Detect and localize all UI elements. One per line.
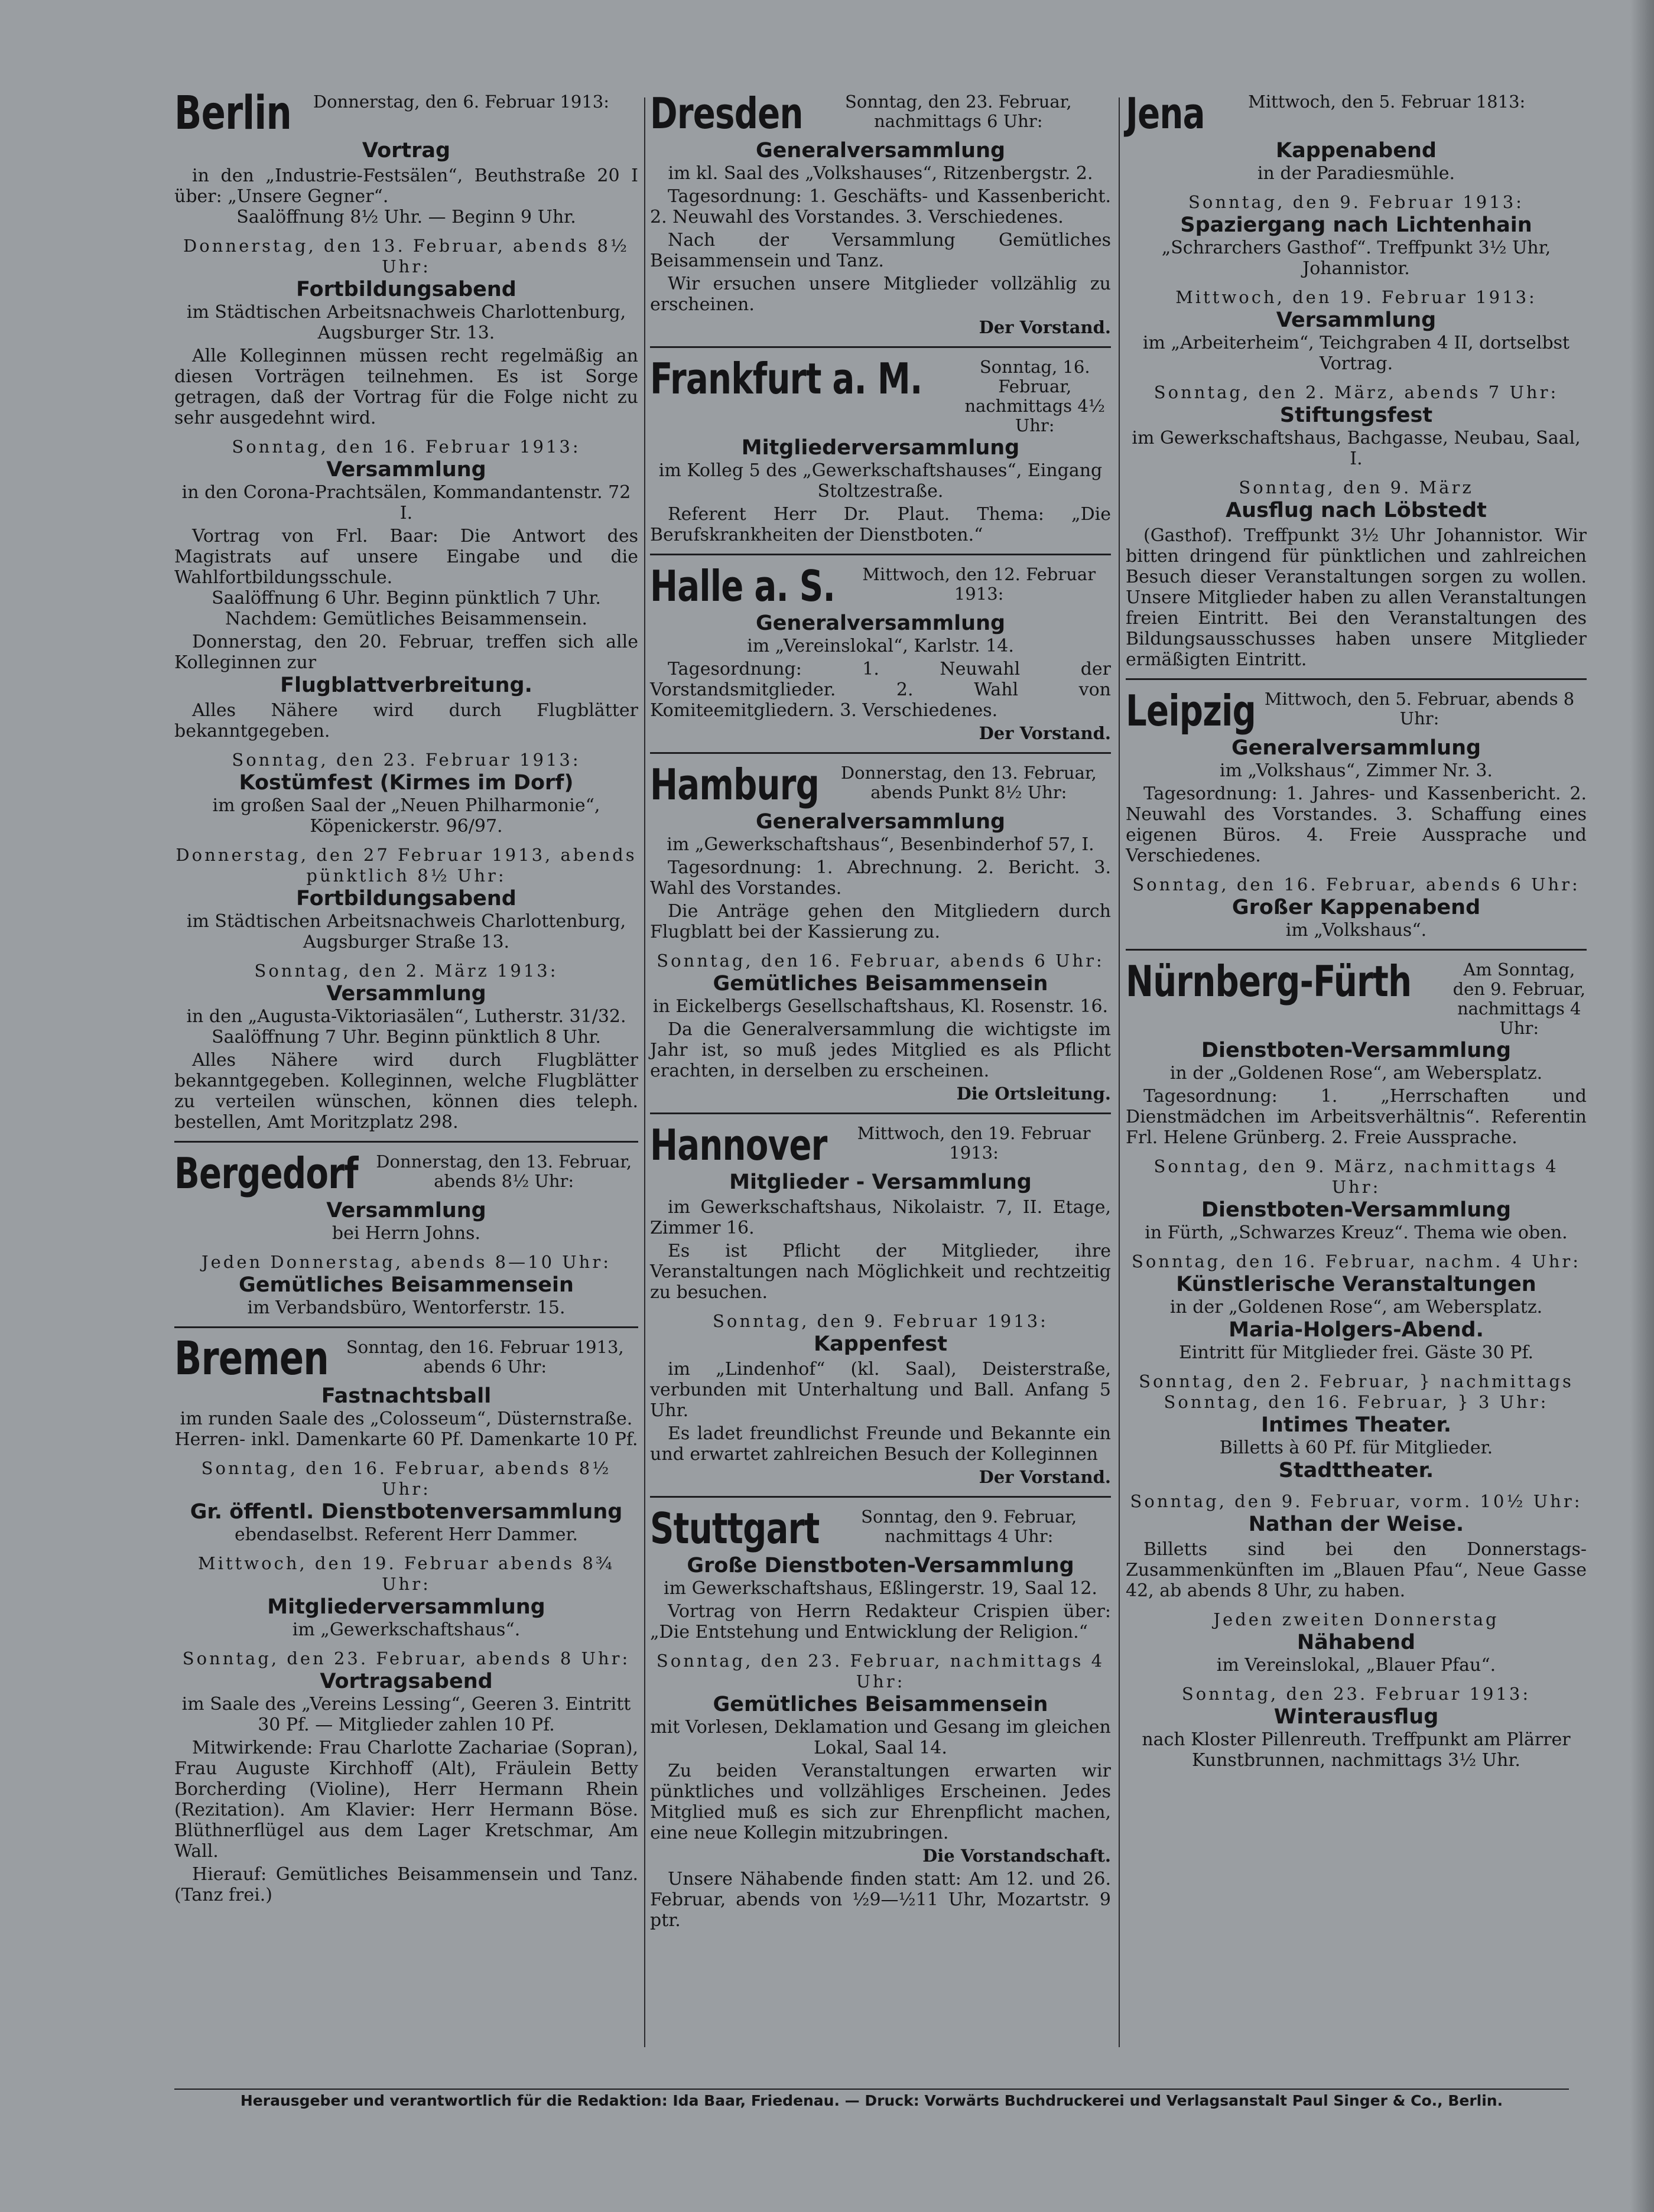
event-location: im Kolleg 5 des „Gewerkschaftshauses“, Eingang Stoltzestraße.: [658, 460, 1103, 502]
event-title: Mitgliederversammlung: [267, 1595, 545, 1619]
dateline: Donnerstag, den 13. Februar, abends 8½ Uhr:: [376, 1151, 632, 1191]
event-location: im großen Saal der „Neuen Philharmonie“, Köpenickerstr. 96/97.: [212, 795, 600, 837]
city-heading: Frankfurt a. M.: [650, 354, 922, 404]
event-location: in der „Goldenen Rose“, am Webersplatz.: [1169, 1063, 1543, 1084]
event-text: Referent Herr Dr. Plaut. Thema: „Die Berufskrankheiten der Dienstboten.“: [650, 504, 1111, 545]
event-text: Alle Kolleginnen müssen recht regelmäßig an diesen Vorträgen teilnehmen. Es ist Sorge getragen, daß der Vortrag für die Folge nicht zu sehr ausgedehnt wird.: [174, 346, 638, 428]
event-title: Gr. öffentl. Dienstbotenversammlung: [190, 1500, 623, 1524]
event-location: in den „Augusta-Viktoriasälen“, Lutherstr. 31/32.: [186, 1006, 626, 1027]
event-location: im Verbandsbüro, Wentorferstr. 15.: [247, 1297, 566, 1318]
event-date: Donnerstag, den 13. Februar, abends 8½ Uhr:: [183, 236, 629, 276]
event-text: Tagesordnung: 1. „Herrschaften und Dienstmädchen im Arbeitsverhältnis“. Referentin Frl. Helene Grünberg. 2. Freie Aussprache.: [1126, 1086, 1587, 1148]
event-title: Künstlerische Veranstaltungen: [1176, 1273, 1536, 1296]
signature: Die Ortsleitung.: [956, 1084, 1111, 1104]
event-location: im „Volkshaus“, Zimmer Nr. 3.: [1220, 760, 1493, 781]
section-divider: [174, 1141, 638, 1143]
event-text: Es ist Pflicht der Mitglieder, ihre Veranstaltungen nach Möglichkeit und rechtzeitig zu besuchen.: [650, 1241, 1111, 1303]
event-title: Nathan der Weise.: [1248, 1512, 1464, 1536]
event-date: Mittwoch, den 19. Februar 1913:: [1175, 287, 1537, 307]
signature: Die Vorstandschaft.: [922, 1846, 1111, 1866]
dateline: Sonntag, den 16. Februar 1913, abends 6 Uhr:: [346, 1337, 624, 1377]
event-text: Tagesordnung: 1. Geschäfts- und Kassenbericht. 2. Neuwahl des Vorstandes. 3. Verschiedenes.: [650, 186, 1111, 227]
event-text: Vortrag von Herrn Redakteur Crispien über: „Die Entstehung und Entwicklung der Religion.“: [650, 1601, 1111, 1642]
event-text: Zu beiden Veranstaltungen erwarten wir pünktliches und vollzähliges Erscheinen. Jedes Mitglied muß es sich zur Ehrenpflicht machen, eine neue Kollegin mitzubringen.: [650, 1761, 1111, 1843]
event-date: Sonntag, den 9. Februar, vorm. 10½ Uhr:: [1130, 1491, 1582, 1511]
event-date: Sonntag, den 23. Februar, abends 8 Uhr:: [182, 1648, 631, 1668]
event-title: Maria-Holgers-Abend.: [1229, 1318, 1484, 1342]
event-title: Generalversammlung: [1231, 736, 1481, 760]
section-jena: [1126, 89, 1587, 670]
event-text: Die Anträge gehen den Mitgliedern durch Flugblatt bei der Kassierung zu.: [650, 901, 1111, 942]
event-title: Versammlung: [326, 458, 486, 482]
event-text: Es ladet freundlichst Freunde und Bekannte ein und erwartet zahlreichen Besuch der Kolleginnen: [650, 1423, 1111, 1465]
event-date: Sonntag, den 9. März, nachmittags 4 Uhr:: [1153, 1156, 1559, 1197]
event-location: in der „Goldenen Rose“, am Webersplatz.: [1169, 1297, 1543, 1318]
event-date: Sonntag, den 23. Februar 1913:: [232, 750, 581, 770]
event-text: Nach der Versammlung Gemütliches Beisammensein und Tanz.: [650, 230, 1111, 271]
event-date: Sonntag, den 23. Februar 1913:: [1181, 1684, 1531, 1704]
city-heading: Dresden: [650, 89, 803, 138]
section-divider: [174, 1326, 638, 1328]
city-heading: Berlin: [174, 87, 291, 140]
event-title: Versammlung: [1276, 308, 1437, 332]
section-divider: [650, 1112, 1111, 1114]
event-date: Sonntag, den 16. Februar, nachm. 4 Uhr:: [1131, 1251, 1581, 1271]
event-text: Alles Nähere wird durch Flugblätter bekanntgegeben. Kolleginnen, welche Flugblätter zu verteilen wünschen, können dies teleph. bestellen, Amt Moritzplatz 298.: [174, 1050, 638, 1133]
event-price: Herren- inkl. Damenkarte 60 Pf. Damenkarte 10 Pf.: [174, 1429, 638, 1450]
section-hamburg: [650, 760, 1111, 1104]
event-location: im Städtischen Arbeitsnachweis Charlottenburg, Augsburger Str. 13.: [186, 302, 626, 343]
event-title: Mitgliederversammlung: [741, 436, 1020, 460]
event-text: Tagesordnung: 1. Abrechnung. 2. Bericht. 3. Wahl des Vorstandes.: [650, 857, 1111, 899]
city-heading: Jena: [1126, 89, 1205, 138]
event-location: in der Paradiesmühle.: [1257, 163, 1455, 184]
event-title: Gemütliches Beisammensein: [239, 1273, 574, 1297]
event-title: Dienstboten-Versammlung: [1201, 1039, 1512, 1062]
column-2: [650, 89, 1111, 1939]
event-location: „Schrarchers Gasthof“. Treffpunkt 3½ Uhr, Johannistor.: [1161, 238, 1551, 279]
event-text: Da die Generalversammlung die wichtigste im Jahr ist, so muß jedes Mitglied es als Pflicht erachten, in derselben zu erscheinen.: [650, 1019, 1111, 1081]
event-title: Mitglieder - Versammlung: [729, 1170, 1032, 1194]
event-location: im Städtischen Arbeitsnachweis Charlottenburg, Augsburger Straße 13.: [186, 911, 626, 952]
section-bremen: [174, 1334, 638, 1905]
event-title: Generalversammlung: [755, 611, 1006, 635]
event-date: Donnerstag, den 27 Februar 1913, abends pünktlich 8½ Uhr:: [176, 845, 637, 886]
event-date: Sonntag, den 23. Februar, nachmittags 4 Uhr:: [656, 1651, 1105, 1691]
event-location: in Fürth, „Schwarzes Kreuz“. Thema wie oben.: [1145, 1222, 1568, 1243]
event-title: Kappenfest: [813, 1332, 948, 1356]
event-location: im „Volkshaus“.: [1285, 920, 1427, 941]
event-title: Spaziergang nach Lichtenhain: [1180, 213, 1532, 237]
dateline: Donnerstag, den 6. Februar 1913:: [313, 92, 609, 112]
section-leipzig: [1126, 686, 1587, 941]
event-text: Tagesordnung: 1. Neuwahl der Vorstandsmitglieder. 2. Wahl von Komiteemitgliedern. 3. Verschiedenes.: [650, 659, 1111, 721]
event-date: Sonntag, den 9. Februar 1913:: [713, 1311, 1048, 1331]
page-edge-shadow: [1630, 0, 1654, 2212]
event-date: Sonntag, den 9. März: [1239, 477, 1474, 497]
dateline: Donnerstag, den 13. Februar, abends Punkt 8½ Uhr:: [840, 763, 1097, 802]
event-time: Saalöffnung 6 Uhr. Beginn pünktlich 7 Uhr.: [212, 588, 601, 609]
event-location: im Gewerkschaftshaus, Eßlingerstr. 19, Saal 12.: [664, 1578, 1097, 1599]
event-title: Vortrag: [362, 139, 451, 162]
section-berlin: [174, 89, 638, 1133]
section-stuttgart: [650, 1504, 1111, 1931]
event-time: Saalöffnung 8½ Uhr. — Beginn 9 Uhr.: [236, 207, 576, 227]
event-location: bei Herrn Johns.: [332, 1223, 481, 1244]
city-heading: Leipzig: [1126, 686, 1256, 736]
event-text: Billetts sind bei den Donnerstags-Zusammenkünften im „Blauen Pfau“, Neue Gasse 42, ab abends 8 Uhr, zu haben.: [1126, 1539, 1587, 1601]
event-title: Ausflug nach Löbstedt: [1226, 499, 1487, 522]
event-title: Intimes Theater.: [1260, 1413, 1452, 1437]
event-location: im Saale des „Vereins Lessing“, Geeren 3. Eintritt 30 Pf. — Mitglieder zahlen 10 Pf.: [181, 1694, 631, 1735]
event-date: Jeden zweiten Donnerstag: [1213, 1609, 1499, 1629]
event-text: Mitwirkende: Frau Charlotte Zachariae (Sopran), Frau Auguste Kirchhoff (Alt), Fräulein Betty Borcherding (Violine), Herr Hermann Rhein (Rezitation). Am Klavier: Herr Hermann Böse. Blüthnerflügel aus dem Lager Kretschmar, Am Wall.: [174, 1738, 638, 1862]
event-location: im kl. Saal des „Volkshauses“, Ritzenbergstr. 2.: [668, 163, 1093, 184]
event-date: Sonntag, den 2. März, abends 7 Uhr:: [1153, 382, 1559, 402]
event-title: Stiftungsfest: [1279, 404, 1433, 427]
section-halle: [650, 561, 1111, 744]
dateline: Mittwoch, den 12. Februar 1913:: [862, 564, 1096, 604]
city-heading: Stuttgart: [650, 1504, 820, 1553]
event-location: im Vereinslokal, „Blauer Pfau“.: [1216, 1655, 1496, 1676]
event-location: in den „Industrie-Festsälen“, Beuthstraße 20 I über: „Unsere Gegner“.: [174, 165, 638, 207]
event-title: Vortragsabend: [320, 1670, 493, 1693]
event-title: Große Dienstboten-Versammlung: [687, 1554, 1074, 1577]
dateline: Mittwoch, den 5. Februar 1813:: [1248, 92, 1526, 112]
footer-rule: [174, 2089, 1569, 2090]
event-location: mit Vorlesen, Deklamation und Gesang im gleichen Lokal, Saal 14.: [650, 1717, 1111, 1758]
event-title: Versammlung: [326, 1199, 486, 1222]
column-rule-right: [1119, 97, 1120, 2047]
dateline: Am Sonntag, den 9. Februar, nachmittags 4 Uhr:: [1452, 959, 1586, 1038]
event-date: Sonntag, den 9. Februar 1913:: [1188, 192, 1524, 212]
event-date: Sonntag, den 16. Februar, abends 6 Uhr:: [1132, 874, 1580, 894]
event-text: Hierauf: Gemütliches Beisammensein und Tanz. (Tanz frei.): [174, 1864, 638, 1905]
event-title: Großer Kappenabend: [1231, 896, 1481, 919]
column-1: [174, 89, 638, 1914]
section-divider: [1126, 678, 1587, 680]
event-location: im „Arbeiterheim“, Teichgraben 4 II, dortselbst Vortrag.: [1142, 333, 1570, 374]
event-text: Alles Nähere wird durch Flugblätter bekanntgegeben.: [174, 700, 638, 741]
city-heading: Hamburg: [650, 760, 820, 809]
column-rule-left: [644, 97, 645, 2047]
event-title: Flugblattverbreitung.: [280, 674, 532, 697]
section-frankfurt: [650, 354, 1111, 545]
event-title: Dienstboten-Versammlung: [1201, 1198, 1512, 1222]
event-text: Unsere Nähabende finden statt: Am 12. und 26. Februar, abends von ½9—½11 Uhr, Mozartstr. 9 ptr.: [650, 1869, 1111, 1931]
section-dresden: [650, 89, 1111, 338]
event-location: ebendaselbst. Referent Herr Dammer.: [234, 1524, 579, 1545]
dateline: Sonntag, den 9. Februar, nachmittags 4 Uhr:: [861, 1507, 1077, 1546]
event-time: Saalöffnung 7 Uhr. Beginn pünktlich 8 Uhr.: [212, 1027, 601, 1048]
city-heading: Hannover: [650, 1120, 827, 1170]
event-location: im runden Saale des „Colosseum“, Düsternstraße.: [180, 1408, 633, 1429]
event-location: im Gewerkschaftshaus, Nikolaistr. 7, II. Etage, Zimmer 16.: [650, 1197, 1111, 1238]
section-divider: [650, 554, 1111, 555]
imprint-footer: Herausgeber und verantwortlich für die Redaktion: Ida Baar, Friedenau. — Druck: Vorwärts Buchdruckerei und Verlagsanstalt Paul Singer & Co., Berlin.: [240, 2092, 1503, 2109]
section-divider: [650, 752, 1111, 754]
city-heading: Halle a. S.: [650, 561, 836, 611]
column-3: [1126, 89, 1587, 1779]
event-price: Billetts à 60 Pf. für Mitglieder.: [1219, 1437, 1493, 1458]
event-title: Fastnachtsball: [321, 1384, 492, 1408]
event-title: Gemütliches Beisammensein: [713, 972, 1048, 996]
section-divider: [650, 1496, 1111, 1498]
event-title: Winterausflug: [1273, 1705, 1439, 1729]
event-title: Kostümfest (Kirmes im Dorf): [239, 771, 574, 795]
event-date: Sonntag, den 16. Februar, abends 8½ Uhr:: [201, 1458, 612, 1499]
city-heading: Nürnberg-Fürth: [1126, 957, 1412, 1006]
event-date: Sonntag, den 2. Februar, } nachmittags Sonntag, den 16. Februar, } 3 Uhr:: [1139, 1371, 1574, 1412]
event-location: im „Vereinslokal“, Karlstr. 14.: [747, 636, 1014, 656]
event-note: Nachdem: Gemütliches Beisammensein.: [225, 609, 588, 629]
event-location: nach Kloster Pillenreuth. Treffpunkt am Plärrer Kunstbrunnen, nachmittags 3½ Uhr.: [1142, 1729, 1571, 1771]
event-location: im „Lindenhof“ (kl. Saal), Deisterstraße, verbunden mit Unterhaltung und Ball. Anfang 5 Uhr.: [650, 1359, 1111, 1421]
event-title: Nähabend: [1296, 1631, 1416, 1654]
dateline: Mittwoch, den 19. Februar 1913:: [857, 1123, 1091, 1163]
event-text: (Gasthof). Treffpunkt 3½ Uhr Johannistor. Wir bitten dringend für pünktlichen und zahlreichen Besuch dieser Veranstaltungen sorgen zu wollen. Unsere Mitglieder haben zu allen Veranstaltungen freien Eintritt. Bei den Veranstaltungen des Bildungsausschusses haben unsere Mitglieder ermäßigten Eintritt.: [1126, 525, 1587, 670]
event-date: Sonntag, den 2. März 1913:: [254, 961, 558, 981]
event-title: Gemütliches Beisammensein: [713, 1693, 1048, 1716]
city-heading: Bergedorf: [174, 1149, 358, 1198]
event-location: im „Gewerkschaftshaus“.: [292, 1619, 521, 1640]
signature: Der Vorstand.: [979, 317, 1111, 337]
event-title: Versammlung: [326, 982, 486, 1006]
signature: Der Vorstand.: [979, 1467, 1111, 1487]
dateline: Mittwoch, den 5. Februar, abends 8 Uhr:: [1264, 689, 1575, 728]
event-date: Mittwoch, den 19. Februar abends 8¾ Uhr:: [198, 1553, 615, 1594]
city-heading: Bremen: [174, 1332, 329, 1385]
dateline: Sonntag, den 23. Februar, nachmittags 6 Uhr:: [845, 92, 1072, 131]
event-text: Tagesordnung: 1. Jahres- und Kassenbericht. 2. Neuwahl des Vorstandes. 3. Schaffung eines eigenen Büros. 4. Freie Aussprache und Verschiedenes.: [1126, 783, 1587, 866]
event-title: Fortbildungsabend: [296, 278, 516, 301]
event-title: Kappenabend: [1276, 139, 1437, 162]
dateline: Sonntag, 16. Februar, nachmittags 4½ Uhr:: [964, 357, 1105, 435]
event-price: Eintritt für Mitglieder frei. Gäste 30 Pf.: [1178, 1342, 1534, 1363]
event-location: im „Gewerkschaftshaus“, Besenbinderhof 57, I.: [667, 834, 1094, 855]
event-location: in den Corona-Prachtsälen, Kommandantenstr. 72 I.: [181, 482, 631, 523]
event-title: Stadttheater.: [1278, 1459, 1434, 1482]
section-bergedorf: [174, 1149, 638, 1318]
event-date: Sonntag, den 16. Februar, abends 6 Uhr:: [657, 951, 1104, 971]
event-text: Donnerstag, den 20. Februar, treffen sich alle Kolleginnen zur: [174, 632, 638, 673]
event-text: Vortrag von Frl. Baar: Die Antwort des Magistrats auf unsere Eingabe und die Wahlfortbildungsschule.: [174, 526, 638, 588]
event-text: Wir ersuchen unsere Mitglieder vollzählig zu erscheinen.: [650, 274, 1111, 315]
event-title: Generalversammlung: [755, 139, 1006, 162]
event-date: Jeden Donnerstag, abends 8—10 Uhr:: [201, 1252, 611, 1272]
event-location: im Gewerkschaftshaus, Bachgasse, Neubau, Saal, I.: [1132, 428, 1581, 469]
signature: Der Vorstand.: [979, 723, 1111, 743]
event-title: Generalversammlung: [755, 810, 1006, 834]
section-nuernberg-fuerth: [1126, 957, 1587, 1771]
event-title: Fortbildungsabend: [296, 887, 516, 910]
event-location: in Eickelbergs Gesellschaftshaus, Kl. Rosenstr. 16.: [652, 996, 1109, 1017]
section-divider: [650, 346, 1111, 348]
section-divider: [1126, 949, 1587, 951]
section-hannover: [650, 1120, 1111, 1488]
event-date: Sonntag, den 16. Februar 1913:: [232, 437, 581, 457]
